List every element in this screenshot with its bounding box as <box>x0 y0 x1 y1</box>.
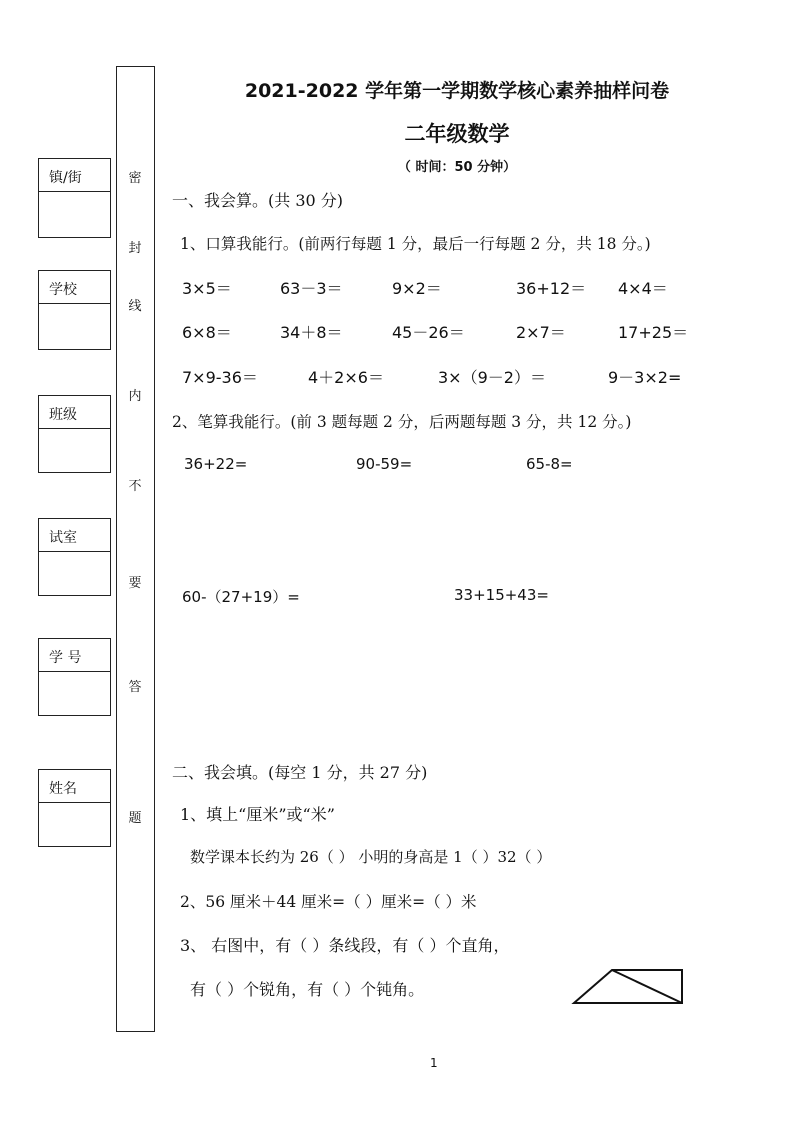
info-label-class: 班级 <box>39 396 110 429</box>
time-note: （ 时间：50 分钟） <box>397 160 517 175</box>
written-calc-item: 36+22= <box>184 455 248 473</box>
calc-item: 4×4＝ <box>618 279 668 298</box>
figure-outline <box>574 970 682 1003</box>
geometry-figure <box>570 966 688 1008</box>
calc-item: 3×5＝ <box>182 279 232 298</box>
question-1-1: 1、口算我能行。(前两行每题 1 分，最后一行每题 2 分，共 18 分。) <box>180 235 651 253</box>
section-1-heading: 一、我会算。(共 30 分) <box>172 191 344 210</box>
calc-item: 6×8＝ <box>182 323 232 342</box>
section-2-heading: 二、我会填。(每空 1 分，共 27 分) <box>172 763 428 782</box>
seal-char: 线 <box>128 299 142 314</box>
question-2-2: 2、56 厘米＋44 厘米=（ ）厘米=（ ）米 <box>180 893 477 911</box>
seal-char: 要 <box>128 576 142 591</box>
info-label-school: 学校 <box>39 271 110 304</box>
info-box-student-id <box>38 638 111 716</box>
question-1-2: 2、笔算我能行。(前 3 题每题 2 分，后两题每题 3 分，共 12 分。) <box>172 413 632 431</box>
seal-char: 密 <box>128 171 142 186</box>
page-subtitle: 二年级数学 <box>404 122 510 146</box>
seal-char: 封 <box>128 241 142 256</box>
figure-diagonal <box>612 970 682 1003</box>
info-label-town: 镇/街 <box>39 159 110 192</box>
info-label-student-id: 学 号 <box>39 639 110 672</box>
info-label-name: 姓名 <box>39 770 110 803</box>
calc-item: 3×（9－2）＝ <box>438 368 546 387</box>
info-box-town <box>38 158 111 238</box>
written-calc-item: 90-59= <box>356 455 413 473</box>
page-title: 2021-2022 学年第一学期数学核心素养抽样问卷 <box>244 80 670 102</box>
calc-item: 17+25＝ <box>618 323 689 342</box>
written-calc-item: 33+15+43= <box>454 586 549 604</box>
calc-item: 2×7＝ <box>516 323 566 342</box>
info-box-class <box>38 395 111 473</box>
calc-item: 4＋2×6＝ <box>308 368 384 387</box>
question-2-1-blanks: 数学课本长约为 26（ ） 小明的身高是 1（ ）32（ ） <box>190 848 552 866</box>
seal-char: 不 <box>128 479 142 494</box>
page-number: 1 <box>430 1056 438 1070</box>
seal-line-column <box>116 66 155 1032</box>
info-label-room: 试室 <box>39 519 110 552</box>
calc-item: 7×9-36＝ <box>182 368 258 387</box>
seal-char: 内 <box>128 389 142 404</box>
calc-item: 36+12＝ <box>516 279 587 298</box>
question-2-3-line2: 有（ ）个锐角，有（ ）个钝角。 <box>190 980 425 999</box>
written-calc-item: 65-8= <box>526 455 573 473</box>
calc-item: 9－3×2= <box>608 368 682 387</box>
question-2-1: 1、填上“厘米”或“米” <box>180 805 335 824</box>
written-calc-item: 60-（27+19）= <box>182 588 300 606</box>
calc-item: 45－26＝ <box>392 323 465 342</box>
calc-item: 9×2＝ <box>392 279 442 298</box>
info-box-room <box>38 518 111 596</box>
calc-item: 34＋8＝ <box>280 323 343 342</box>
seal-char: 题 <box>128 811 142 826</box>
calc-item: 63－3＝ <box>280 279 343 298</box>
info-box-school <box>38 270 111 350</box>
info-box-name <box>38 769 111 847</box>
seal-char: 答 <box>128 680 142 695</box>
question-2-3-line1: 3、 右图中，有（ ）条线段，有（ ）个直角， <box>180 936 510 955</box>
